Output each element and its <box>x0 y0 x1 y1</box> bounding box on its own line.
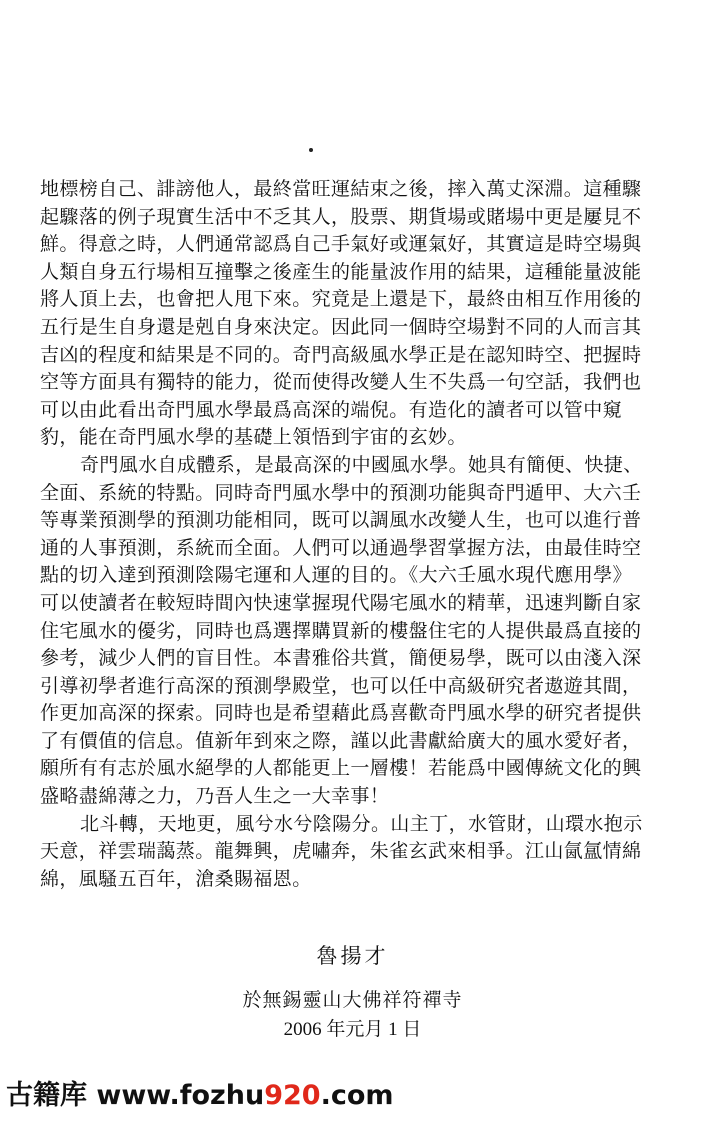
text-line: 住宅風水的優劣，同時也爲選擇購買新的樓盤住宅的人提供最爲直接的 <box>40 619 642 642</box>
text-line: 綿，風騷五百年，滄桑賜福恩。 <box>40 867 312 890</box>
signature-place: 於無錫靈山大佛祥符禪寺 <box>242 989 463 1011</box>
text-line: 點的切入達到預測陰陽宅運和人運的目的。《大六壬風水現代應用學》 <box>40 564 632 587</box>
text-line: 全面、系統的特點。同時奇門風水學中的預測功能與奇門遁甲、大六壬 <box>40 481 642 504</box>
text-line: 人類自身五行場相互撞擊之後產生的能量波作用的結果，這種能量波能 <box>40 260 642 283</box>
watermark-number: 920 <box>264 1080 321 1111</box>
site-watermark <box>6 1078 394 1114</box>
text-line: 豹，能在奇門風水學的基礎上領悟到宇宙的玄妙。 <box>40 426 467 449</box>
text-line: 鮮。得意之時，人們通常認爲自己手氣好或運氣好，其實這是時空場與 <box>40 233 642 256</box>
text-line: 通的人事預測，系統而全面。人們可以通過學習掌握方法，由最佳時空 <box>40 536 642 559</box>
text-line: 北斗轉，天地更，風兮水兮陰陽分。山主丁，水管財，山環水抱示 <box>80 812 643 835</box>
text-line: 等專業預測學的預測功能相同，既可以調風水改變人生，也可以進行普 <box>40 509 642 532</box>
text-line: 可以由此看出奇門風水學最爲高深的端倪。有造化的讀者可以管中窺 <box>40 398 623 421</box>
text-line: 參考，減少人們的盲目性。本書雅俗共賞，簡便易學，既可以由淺入深 <box>40 647 642 670</box>
text-line: 引導初學者進行高深的預測學殿堂，也可以任中高級研究者遨遊其間， <box>40 674 642 697</box>
page-mark-dot <box>309 148 313 152</box>
watermark-prefix: 古籍库 www.fozhu <box>6 1080 265 1111</box>
text-line: 地標榜自己、誹謗他人，最終當旺運結束之後，摔入萬丈深淵。這種驟 <box>40 178 642 200</box>
text-line: 了有價值的信息。值新年到來之際，謹以此書獻給廣大的風水愛好者， <box>40 729 642 752</box>
text-line: 作更加高深的探索。同時也是希望藉此爲喜歡奇門風水學的研究者提供 <box>40 702 642 725</box>
text-line: 起驟落的例子現實生活中不乏其人，股票、期貨場或賭場中更是屢見不 <box>40 205 642 228</box>
paragraph <box>40 811 665 894</box>
text-line: 奇門風水自成體系，是最高深的中國風水學。她具有簡便、快捷、 <box>80 453 643 476</box>
text-line: 盛略盡綿薄之力，乃吾人生之一大幸事！ <box>40 785 390 808</box>
text-line: 空等方面具有獨特的能力，從而使得改變人生不失爲一句空話，我們也 <box>40 371 642 394</box>
paragraph <box>40 452 665 811</box>
text-line: 可以使讀者在較短時間內快速掌握現代陽宅風水的精華，迅速判斷自家 <box>40 591 642 614</box>
paragraph <box>40 176 665 452</box>
author-name: 魯揚才 <box>316 944 389 968</box>
text-line: 天意，祥雲瑞藹蒸。龍舞興，虎嘯奔，朱雀玄武來相爭。江山氤氲情綿 <box>40 840 642 863</box>
watermark-suffix: .com <box>320 1080 394 1111</box>
text-line: 願所有有志於風水絕學的人都能更上一層樓！若能爲中國傳統文化的興 <box>40 757 642 780</box>
text-line: 將人頂上去，也會把人甩下來。究竟是上還是下，最終由相互作用後的 <box>40 288 642 311</box>
text-line: 吉凶的程度和結果是不同的。奇門高級風水學正是在認知時空、把握時 <box>40 343 642 366</box>
text-line: 五行是生自身還是剋自身來決定。因此同一個時空場對不同的人而言其 <box>40 315 642 338</box>
body-text <box>40 176 665 893</box>
signature-date: 2006 年元月 1 日 <box>283 1019 422 1040</box>
